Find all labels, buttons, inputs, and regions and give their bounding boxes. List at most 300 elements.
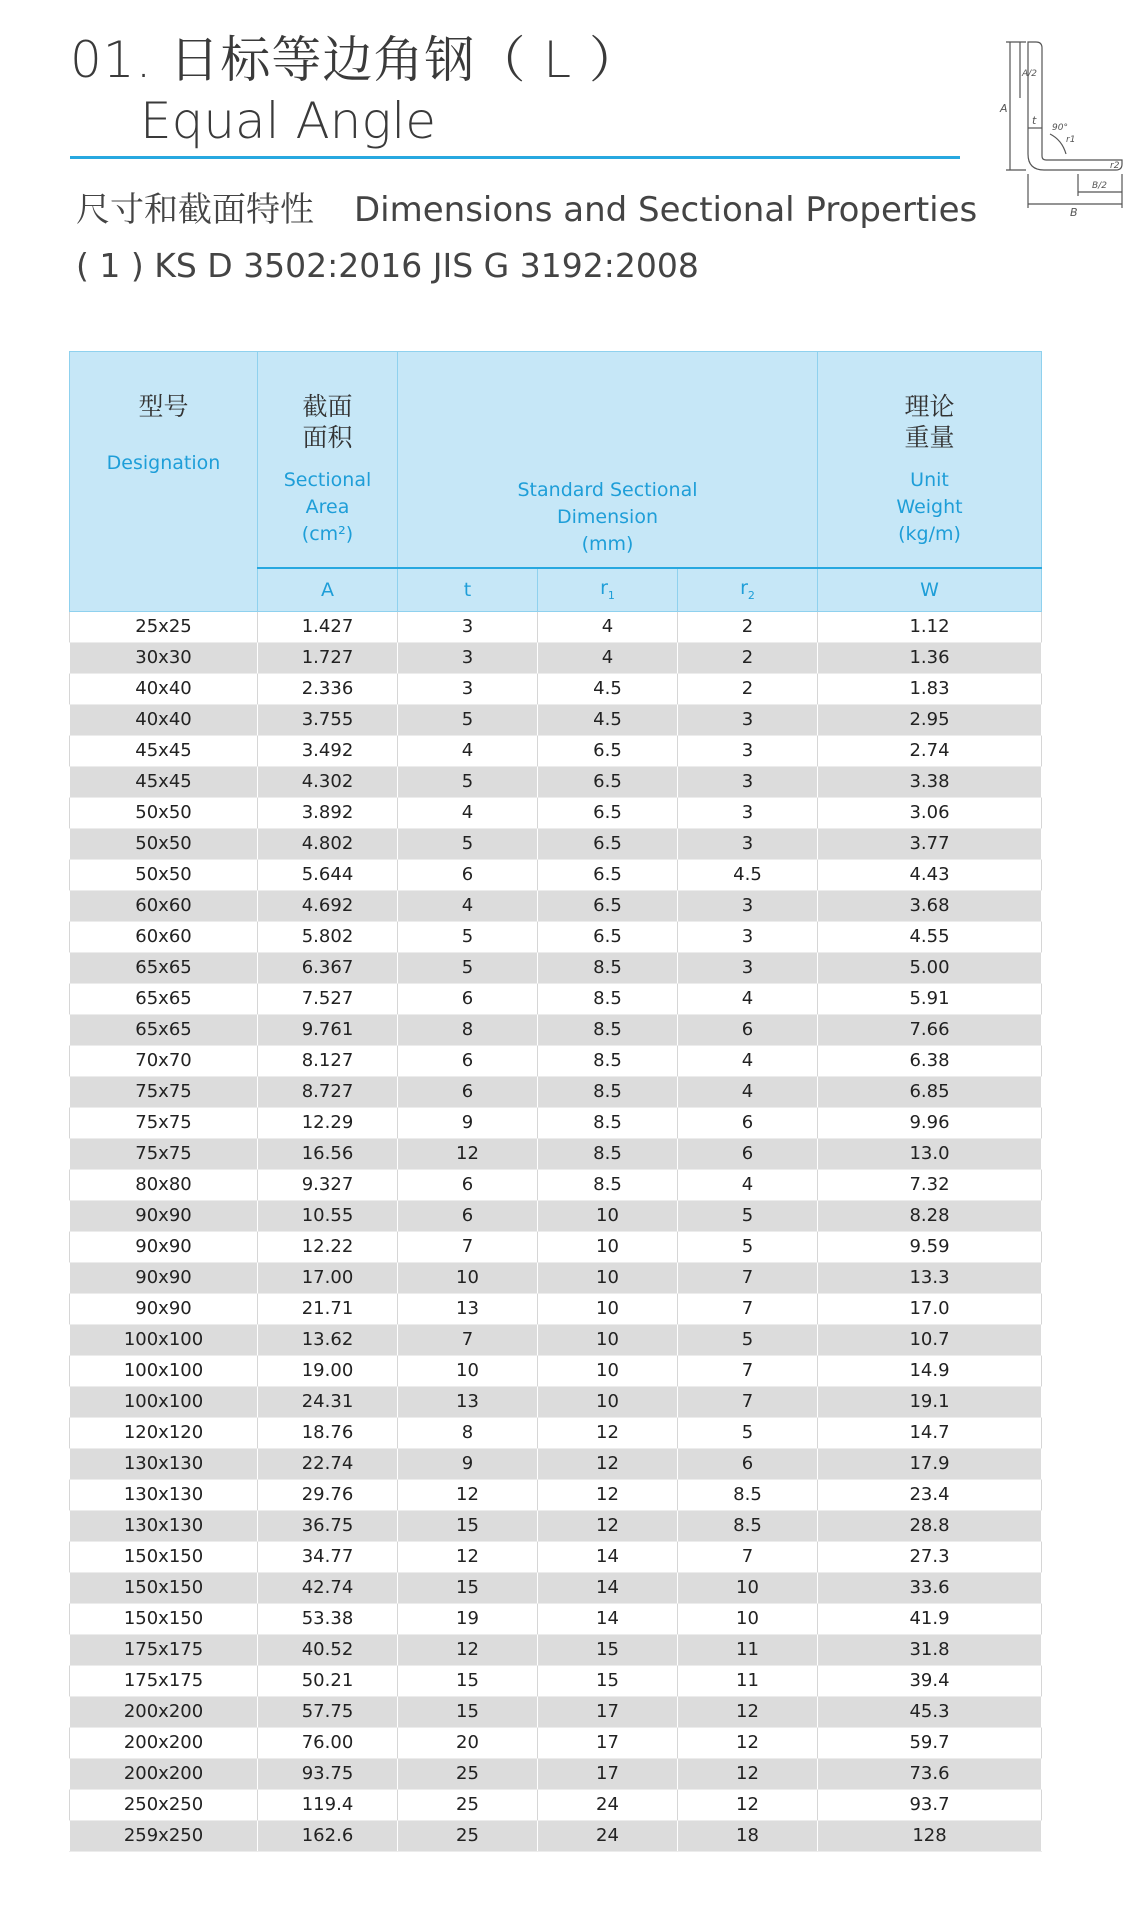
cell-weight: 6.38 xyxy=(818,1045,1042,1076)
cell-weight: 93.7 xyxy=(818,1789,1042,1820)
cell-r2: 12 xyxy=(678,1758,818,1789)
cell-area: 4.692 xyxy=(258,890,398,921)
cell-t: 19 xyxy=(398,1603,538,1634)
cell-t: 12 xyxy=(398,1541,538,1572)
angle-arc xyxy=(1050,134,1066,154)
cell-weight: 17.0 xyxy=(818,1293,1042,1324)
cell-r2: 2 xyxy=(678,611,818,642)
cell-r2: 18 xyxy=(678,1820,818,1851)
cell-area: 21.71 xyxy=(258,1293,398,1324)
cell-area: 7.527 xyxy=(258,983,398,1014)
cell-designation: 200x200 xyxy=(70,1758,258,1789)
cell-area: 3.492 xyxy=(258,735,398,766)
cell-designation: 150x150 xyxy=(70,1603,258,1634)
cell-t: 15 xyxy=(398,1572,538,1603)
cell-area: 36.75 xyxy=(258,1510,398,1541)
cell-designation: 200x200 xyxy=(70,1696,258,1727)
cell-designation: 40x40 xyxy=(70,673,258,704)
cell-r1: 14 xyxy=(538,1541,678,1572)
cell-weight: 9.59 xyxy=(818,1231,1042,1262)
cell-t: 5 xyxy=(398,921,538,952)
cell-weight: 73.6 xyxy=(818,1758,1042,1789)
cell-t: 25 xyxy=(398,1820,538,1851)
cell-weight: 128 xyxy=(818,1820,1042,1851)
cell-designation: 65x65 xyxy=(70,1014,258,1045)
cell-weight: 33.6 xyxy=(818,1572,1042,1603)
cell-r1: 4.5 xyxy=(538,704,678,735)
cell-r1: 12 xyxy=(538,1448,678,1479)
cell-area: 9.327 xyxy=(258,1169,398,1200)
cell-t: 12 xyxy=(398,1138,538,1169)
cell-r2: 3 xyxy=(678,828,818,859)
header-dimension-en-2: Dimension xyxy=(557,506,658,528)
cell-designation: 50x50 xyxy=(70,797,258,828)
cell-designation: 150x150 xyxy=(70,1541,258,1572)
cell-weight: 1.12 xyxy=(818,611,1042,642)
cell-t: 9 xyxy=(398,1448,538,1479)
header-area-en-3: (cm²) xyxy=(301,523,354,545)
symbol-w: W xyxy=(818,568,1042,612)
cell-t: 9 xyxy=(398,1107,538,1138)
cell-t: 15 xyxy=(398,1510,538,1541)
header-area-en-2: Area xyxy=(305,496,350,518)
cell-r2: 6 xyxy=(678,1014,818,1045)
table-row xyxy=(70,1076,1042,1107)
cell-designation: 45x45 xyxy=(70,766,258,797)
cell-area: 10.55 xyxy=(258,1200,398,1231)
cell-area: 2.336 xyxy=(258,673,398,704)
cell-r2: 5 xyxy=(678,1231,818,1262)
table-row xyxy=(70,828,1042,859)
header-weight xyxy=(818,352,1042,568)
cell-designation: 130x130 xyxy=(70,1510,258,1541)
cell-r1: 6.5 xyxy=(538,828,678,859)
table-row xyxy=(70,859,1042,890)
label-angle: 90° xyxy=(1052,123,1068,133)
cell-t: 6 xyxy=(398,1076,538,1107)
label-t: t xyxy=(1032,114,1037,127)
cell-area: 93.75 xyxy=(258,1758,398,1789)
cell-r2: 5 xyxy=(678,1324,818,1355)
table-row xyxy=(70,704,1042,735)
cell-designation: 75x75 xyxy=(70,1107,258,1138)
cell-t: 6 xyxy=(398,983,538,1014)
cell-t: 8 xyxy=(398,1014,538,1045)
cell-t: 6 xyxy=(398,1045,538,1076)
cell-r2: 10 xyxy=(678,1572,818,1603)
cell-area: 5.802 xyxy=(258,921,398,952)
cell-weight: 27.3 xyxy=(818,1541,1042,1572)
cell-r1: 10 xyxy=(538,1355,678,1386)
cell-r2: 7 xyxy=(678,1386,818,1417)
label-r1: r1 xyxy=(1066,135,1076,145)
cell-designation: 60x60 xyxy=(70,921,258,952)
cell-r1: 6.5 xyxy=(538,890,678,921)
cell-weight: 28.8 xyxy=(818,1510,1042,1541)
table-row xyxy=(70,1355,1042,1386)
table-row xyxy=(70,952,1042,983)
cell-weight: 14.9 xyxy=(818,1355,1042,1386)
cell-r2: 5 xyxy=(678,1200,818,1231)
table-row xyxy=(70,1324,1042,1355)
table-row xyxy=(70,1138,1042,1169)
header-area-en-1: Sectional xyxy=(283,469,372,491)
cell-area: 40.52 xyxy=(258,1634,398,1665)
cell-r1: 10 xyxy=(538,1386,678,1417)
cell-designation: 90x90 xyxy=(70,1293,258,1324)
cell-area: 12.22 xyxy=(258,1231,398,1262)
cell-designation: 45x45 xyxy=(70,735,258,766)
label-a: A xyxy=(1000,102,1008,115)
table-row xyxy=(70,1696,1042,1727)
cell-t: 12 xyxy=(398,1634,538,1665)
cell-area: 6.367 xyxy=(258,952,398,983)
cell-weight: 19.1 xyxy=(818,1386,1042,1417)
cell-r1: 8.5 xyxy=(538,1014,678,1045)
cell-weight: 8.28 xyxy=(818,1200,1042,1231)
cell-r1: 4.5 xyxy=(538,673,678,704)
equal-angle-section-diagram xyxy=(966,28,1134,218)
cell-r2: 4 xyxy=(678,983,818,1014)
cell-weight: 2.74 xyxy=(818,735,1042,766)
cell-area: 9.761 xyxy=(258,1014,398,1045)
cell-area: 53.38 xyxy=(258,1603,398,1634)
cell-t: 5 xyxy=(398,704,538,735)
cell-area: 162.6 xyxy=(258,1820,398,1851)
cell-r2: 10 xyxy=(678,1603,818,1634)
symbol-r2: $r_2$ xyxy=(678,568,818,612)
cell-r2: 12 xyxy=(678,1727,818,1758)
properties-table-wrapper xyxy=(69,351,1041,1852)
label-r2: r2 xyxy=(1110,161,1120,171)
cell-t: 4 xyxy=(398,797,538,828)
cell-r2: 7 xyxy=(678,1541,818,1572)
label-b: B xyxy=(1070,206,1078,218)
angle-profile-outline xyxy=(1028,42,1122,170)
cell-r2: 12 xyxy=(678,1696,818,1727)
cell-r1: 4 xyxy=(538,642,678,673)
title-divider xyxy=(70,156,960,159)
table-row xyxy=(70,1200,1042,1231)
cell-r1: 12 xyxy=(538,1479,678,1510)
cell-area: 18.76 xyxy=(258,1417,398,1448)
cell-area: 17.00 xyxy=(258,1262,398,1293)
cell-area: 50.21 xyxy=(258,1665,398,1696)
table-row xyxy=(70,1510,1042,1541)
cell-area: 19.00 xyxy=(258,1355,398,1386)
cell-area: 16.56 xyxy=(258,1138,398,1169)
cell-area: 57.75 xyxy=(258,1696,398,1727)
cell-weight: 9.96 xyxy=(818,1107,1042,1138)
header-dimension-en-1: Standard Sectional xyxy=(517,479,698,501)
cell-designation: 90x90 xyxy=(70,1262,258,1293)
cell-area: 1.427 xyxy=(258,611,398,642)
cell-t: 4 xyxy=(398,890,538,921)
cell-t: 20 xyxy=(398,1727,538,1758)
cell-area: 13.62 xyxy=(258,1324,398,1355)
cell-r1: 4 xyxy=(538,611,678,642)
cell-t: 6 xyxy=(398,859,538,890)
cell-r2: 4.5 xyxy=(678,859,818,890)
table-row xyxy=(70,1231,1042,1262)
cell-r2: 7 xyxy=(678,1262,818,1293)
cell-area: 8.727 xyxy=(258,1076,398,1107)
table-row xyxy=(70,766,1042,797)
cell-weight: 3.68 xyxy=(818,890,1042,921)
cell-t: 6 xyxy=(398,1200,538,1231)
table-row xyxy=(70,1386,1042,1417)
properties-table xyxy=(69,351,1042,1852)
cell-r1: 15 xyxy=(538,1634,678,1665)
cell-t: 5 xyxy=(398,952,538,983)
cell-designation: 200x200 xyxy=(70,1727,258,1758)
table-row xyxy=(70,1479,1042,1510)
cell-t: 3 xyxy=(398,673,538,704)
cell-area: 42.74 xyxy=(258,1572,398,1603)
cell-designation: 65x65 xyxy=(70,952,258,983)
symbol-r1: $r_1$ xyxy=(538,568,678,612)
cell-area: 22.74 xyxy=(258,1448,398,1479)
cell-r1: 8.5 xyxy=(538,952,678,983)
table-row xyxy=(70,1448,1042,1479)
cell-r1: 6.5 xyxy=(538,921,678,952)
table-row xyxy=(70,1603,1042,1634)
cell-r1: 10 xyxy=(538,1200,678,1231)
cell-r1: 14 xyxy=(538,1603,678,1634)
cell-r2: 4 xyxy=(678,1045,818,1076)
cell-designation: 40x40 xyxy=(70,704,258,735)
header-weight-en-3: (kg/m) xyxy=(898,523,961,545)
table-row xyxy=(70,1169,1042,1200)
table-row xyxy=(70,673,1042,704)
cell-r2: 6 xyxy=(678,1448,818,1479)
cell-designation: 60x60 xyxy=(70,890,258,921)
cell-designation: 80x80 xyxy=(70,1169,258,1200)
cell-designation: 30x30 xyxy=(70,642,258,673)
cell-t: 5 xyxy=(398,766,538,797)
cell-weight: 7.66 xyxy=(818,1014,1042,1045)
subtitle-chinese: 尺寸和截面特性 xyxy=(76,190,314,230)
cell-r2: 4 xyxy=(678,1169,818,1200)
cell-weight: 5.91 xyxy=(818,983,1042,1014)
cell-weight: 4.55 xyxy=(818,921,1042,952)
cell-r2: 3 xyxy=(678,921,818,952)
cell-r2: 8.5 xyxy=(678,1479,818,1510)
cell-area: 4.802 xyxy=(258,828,398,859)
table-row xyxy=(70,1572,1042,1603)
cell-r1: 6.5 xyxy=(538,797,678,828)
cell-r2: 3 xyxy=(678,890,818,921)
cell-designation: 250x250 xyxy=(70,1789,258,1820)
label-half-a: A/2 xyxy=(1022,69,1037,79)
table-row xyxy=(70,735,1042,766)
cell-designation: 50x50 xyxy=(70,859,258,890)
cell-weight: 23.4 xyxy=(818,1479,1042,1510)
cell-area: 8.127 xyxy=(258,1045,398,1076)
cell-r2: 7 xyxy=(678,1355,818,1386)
cell-weight: 1.36 xyxy=(818,642,1042,673)
table-row xyxy=(70,1789,1042,1820)
cell-r2: 3 xyxy=(678,797,818,828)
cell-t: 25 xyxy=(398,1758,538,1789)
cell-r1: 8.5 xyxy=(538,1076,678,1107)
cell-t: 13 xyxy=(398,1386,538,1417)
table-row xyxy=(70,1758,1042,1789)
table-row xyxy=(70,611,1042,642)
cell-designation: 70x70 xyxy=(70,1045,258,1076)
cell-t: 15 xyxy=(398,1665,538,1696)
cell-area: 29.76 xyxy=(258,1479,398,1510)
cell-r1: 6.5 xyxy=(538,859,678,890)
cell-weight: 45.3 xyxy=(818,1696,1042,1727)
header-weight-cn-1: 理论 xyxy=(904,392,955,421)
cell-r1: 10 xyxy=(538,1293,678,1324)
header-dimension-en-3: (mm) xyxy=(581,533,634,555)
cell-weight: 14.7 xyxy=(818,1417,1042,1448)
cell-weight: 5.00 xyxy=(818,952,1042,983)
cell-r2: 11 xyxy=(678,1634,818,1665)
cell-area: 12.29 xyxy=(258,1107,398,1138)
cell-t: 3 xyxy=(398,611,538,642)
cell-weight: 3.38 xyxy=(818,766,1042,797)
table-row xyxy=(70,1634,1042,1665)
cell-weight: 13.3 xyxy=(818,1262,1042,1293)
cell-r1: 10 xyxy=(538,1231,678,1262)
cell-area: 119.4 xyxy=(258,1789,398,1820)
cell-r1: 6.5 xyxy=(538,766,678,797)
cell-designation: 175x175 xyxy=(70,1665,258,1696)
header-area xyxy=(258,352,398,568)
cell-r2: 11 xyxy=(678,1665,818,1696)
cell-weight: 4.43 xyxy=(818,859,1042,890)
cell-designation: 25x25 xyxy=(70,611,258,642)
cell-r1: 8.5 xyxy=(538,1169,678,1200)
cell-weight: 3.77 xyxy=(818,828,1042,859)
header-weight-cn-2: 重量 xyxy=(904,423,955,452)
cell-r1: 12 xyxy=(538,1417,678,1448)
table-row xyxy=(70,890,1042,921)
cell-r1: 8.5 xyxy=(538,1138,678,1169)
cell-weight: 6.85 xyxy=(818,1076,1042,1107)
table-row xyxy=(70,797,1042,828)
cell-designation: 65x65 xyxy=(70,983,258,1014)
cell-r2: 2 xyxy=(678,673,818,704)
cell-weight: 3.06 xyxy=(818,797,1042,828)
cell-area: 24.31 xyxy=(258,1386,398,1417)
cell-designation: 100x100 xyxy=(70,1355,258,1386)
header-designation xyxy=(70,352,258,612)
cell-area: 3.755 xyxy=(258,704,398,735)
cell-t: 8 xyxy=(398,1417,538,1448)
cell-weight: 59.7 xyxy=(818,1727,1042,1758)
cell-r1: 10 xyxy=(538,1324,678,1355)
subtitle-english: Dimensions and Sectional Properties xyxy=(354,190,978,230)
cell-t: 12 xyxy=(398,1479,538,1510)
header-area-cn-1: 截面 xyxy=(302,392,353,421)
cell-t: 5 xyxy=(398,828,538,859)
header-dimension xyxy=(398,352,818,568)
cell-designation: 75x75 xyxy=(70,1138,258,1169)
cell-area: 5.644 xyxy=(258,859,398,890)
cell-designation: 130x130 xyxy=(70,1448,258,1479)
table-body xyxy=(70,611,1042,1851)
table-row xyxy=(70,1107,1042,1138)
cell-r2: 3 xyxy=(678,766,818,797)
cell-designation: 130x130 xyxy=(70,1479,258,1510)
cell-t: 7 xyxy=(398,1231,538,1262)
cell-area: 3.892 xyxy=(258,797,398,828)
cell-weight: 7.32 xyxy=(818,1169,1042,1200)
table-row xyxy=(70,921,1042,952)
cell-t: 13 xyxy=(398,1293,538,1324)
table-row xyxy=(70,983,1042,1014)
cell-r2: 3 xyxy=(678,735,818,766)
cell-r1: 6.5 xyxy=(538,735,678,766)
table-row xyxy=(70,1262,1042,1293)
cell-r1: 12 xyxy=(538,1510,678,1541)
table-row xyxy=(70,642,1042,673)
cell-r1: 15 xyxy=(538,1665,678,1696)
cell-t: 7 xyxy=(398,1324,538,1355)
cell-weight: 1.83 xyxy=(818,673,1042,704)
cell-designation: 90x90 xyxy=(70,1200,258,1231)
cell-designation: 50x50 xyxy=(70,828,258,859)
cell-t: 4 xyxy=(398,735,538,766)
page-title: 01. 日标等边角钢（ L ） xyxy=(70,31,641,89)
symbol-area: A xyxy=(258,568,398,612)
table-header-row xyxy=(70,352,1042,568)
cell-designation: 150x150 xyxy=(70,1572,258,1603)
cell-r2: 6 xyxy=(678,1138,818,1169)
header-designation-en: Designation xyxy=(106,452,221,474)
cell-weight: 31.8 xyxy=(818,1634,1042,1665)
cell-r2: 6 xyxy=(678,1107,818,1138)
cell-r1: 10 xyxy=(538,1262,678,1293)
cell-r1: 14 xyxy=(538,1572,678,1603)
cell-area: 1.727 xyxy=(258,642,398,673)
cell-designation: 75x75 xyxy=(70,1076,258,1107)
cell-weight: 39.4 xyxy=(818,1665,1042,1696)
table-row xyxy=(70,1541,1042,1572)
cell-t: 25 xyxy=(398,1789,538,1820)
cell-weight: 10.7 xyxy=(818,1324,1042,1355)
cell-r2: 7 xyxy=(678,1293,818,1324)
cell-t: 10 xyxy=(398,1355,538,1386)
cell-r1: 24 xyxy=(538,1789,678,1820)
cell-r2: 2 xyxy=(678,642,818,673)
cell-weight: 17.9 xyxy=(818,1448,1042,1479)
cell-r1: 24 xyxy=(538,1820,678,1851)
cell-weight: 13.0 xyxy=(818,1138,1042,1169)
header-weight-en-2: Weight xyxy=(896,496,963,518)
cell-t: 10 xyxy=(398,1262,538,1293)
page-title-english: Equal Angle xyxy=(140,92,436,150)
cell-r2: 12 xyxy=(678,1789,818,1820)
table-row xyxy=(70,1417,1042,1448)
cell-r1: 8.5 xyxy=(538,983,678,1014)
cell-designation: 120x120 xyxy=(70,1417,258,1448)
symbol-t: t xyxy=(398,568,538,612)
standard-reference: ( 1 ) KS D 3502:2016 JIS G 3192:2008 xyxy=(76,246,699,285)
cell-weight: 41.9 xyxy=(818,1603,1042,1634)
cell-area: 4.302 xyxy=(258,766,398,797)
table-row xyxy=(70,1045,1042,1076)
cell-designation: 175x175 xyxy=(70,1634,258,1665)
cell-t: 15 xyxy=(398,1696,538,1727)
section-subtitle xyxy=(76,182,977,231)
table-row xyxy=(70,1665,1042,1696)
cell-area: 34.77 xyxy=(258,1541,398,1572)
